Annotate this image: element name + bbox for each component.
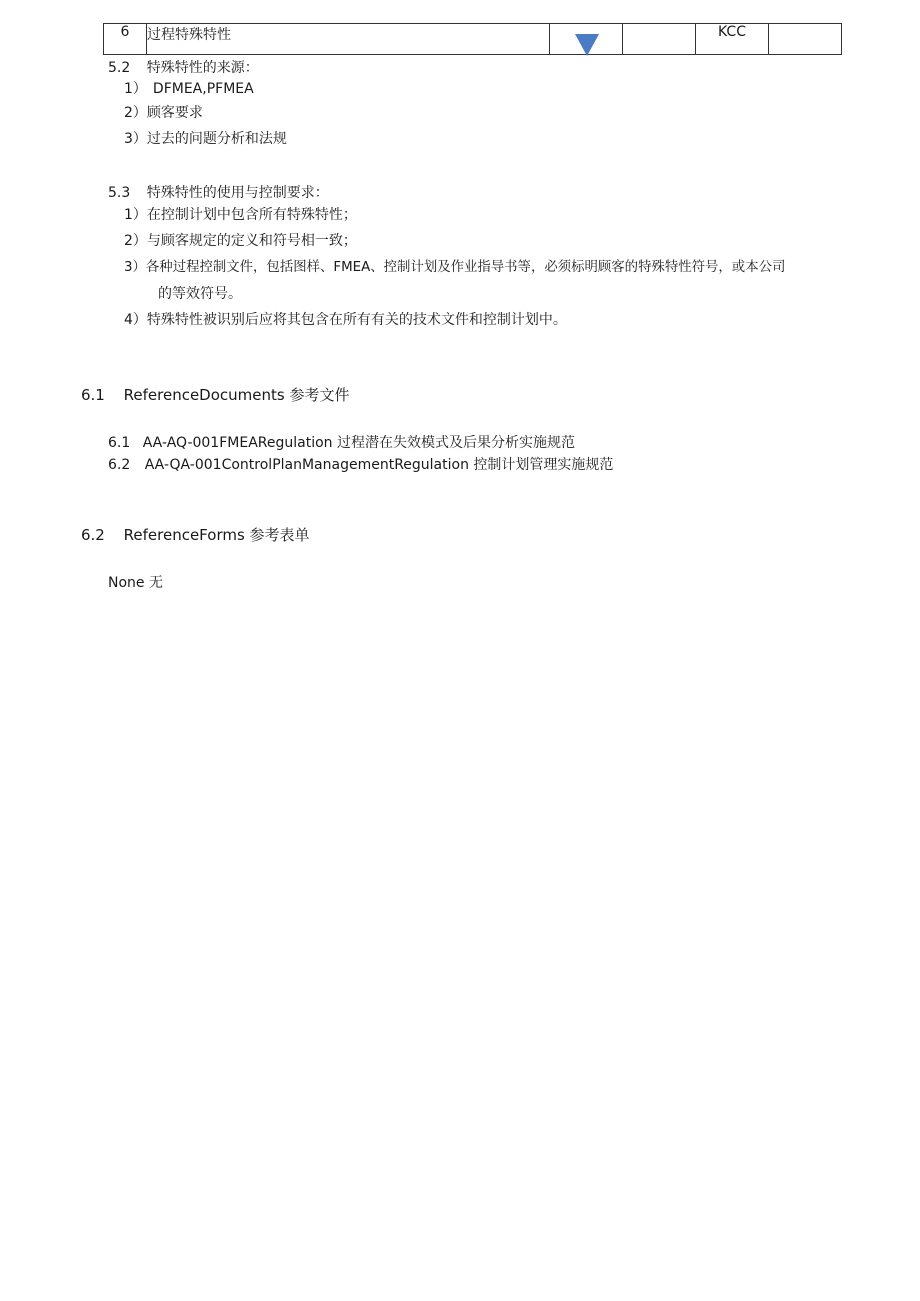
item-text: AA-QA-001ControlPlanManagementRegulation 控制计划管理实施规范 [144, 457, 614, 473]
item-text: 顾客要求 [146, 105, 203, 121]
list-item-continuation: 的等效符号。 [158, 286, 242, 302]
item-text: 与顾客规定的定义和符号相一致； [146, 233, 357, 249]
section-number: 5.3 [108, 185, 131, 201]
section-5-2-heading [108, 57, 259, 77]
section-title: ReferenceForms 参考表单 [123, 526, 310, 544]
section-number: 6.1 [81, 386, 105, 404]
item-text: DFMEA,PFMEA [152, 81, 254, 97]
row-empty-cell [769, 24, 842, 55]
special-characteristics-table [103, 23, 842, 55]
list-item [124, 309, 567, 329]
item-text: AA-AQ-001FMEARegulation 过程潜在失效模式及后果分析实施规范 [142, 435, 575, 451]
section-title: 特殊特性的来源： [146, 60, 259, 76]
list-item [124, 128, 287, 148]
reference-item [108, 454, 613, 474]
item-text: 过去的问题分析和法规 [146, 131, 287, 147]
list-item [124, 204, 357, 224]
row-characteristic-name: 过程特殊特性 [147, 24, 550, 55]
triangle-down-icon [575, 34, 599, 56]
item-number: 1） [124, 207, 147, 223]
item-number: 3） [124, 131, 147, 147]
item-text: 在控制计划中包含所有特殊特性； [146, 207, 357, 223]
item-text: 各种过程控制文件，包括图样、FMEA、控制计划及作业指导书等，必须标明顾客的特殊特性符号，或本公司 [145, 260, 786, 275]
item-number: 6.2 [108, 457, 131, 473]
list-item [124, 102, 203, 122]
reference-item [108, 432, 575, 452]
section-6-1-heading [81, 384, 349, 405]
item-number: 6.1 [108, 435, 131, 451]
item-number: 1） [124, 81, 147, 97]
list-item [124, 256, 785, 275]
row-number: 6 [104, 24, 147, 55]
row-class: KCC [696, 24, 769, 55]
item-number: 3） [124, 260, 146, 275]
list-item [124, 78, 254, 98]
item-number: 2） [124, 105, 147, 121]
section-5-3-heading [108, 182, 329, 202]
section-6-2-heading [81, 524, 310, 545]
list-item [124, 230, 357, 250]
row-empty-cell [623, 24, 696, 55]
row-symbol-cell [550, 24, 623, 55]
section-title: 特殊特性的使用与控制要求： [146, 185, 329, 201]
section-number: 6.2 [81, 526, 105, 544]
section-number: 5.2 [108, 60, 131, 76]
section-body: None 无 [108, 575, 163, 591]
item-number: 2） [124, 233, 147, 249]
table-row [104, 24, 842, 55]
section-title: ReferenceDocuments 参考文件 [123, 386, 350, 404]
item-number: 4） [124, 312, 147, 328]
item-text: 特殊特性被识别后应将其包含在所有有关的技术文件和控制计划中。 [146, 312, 567, 328]
